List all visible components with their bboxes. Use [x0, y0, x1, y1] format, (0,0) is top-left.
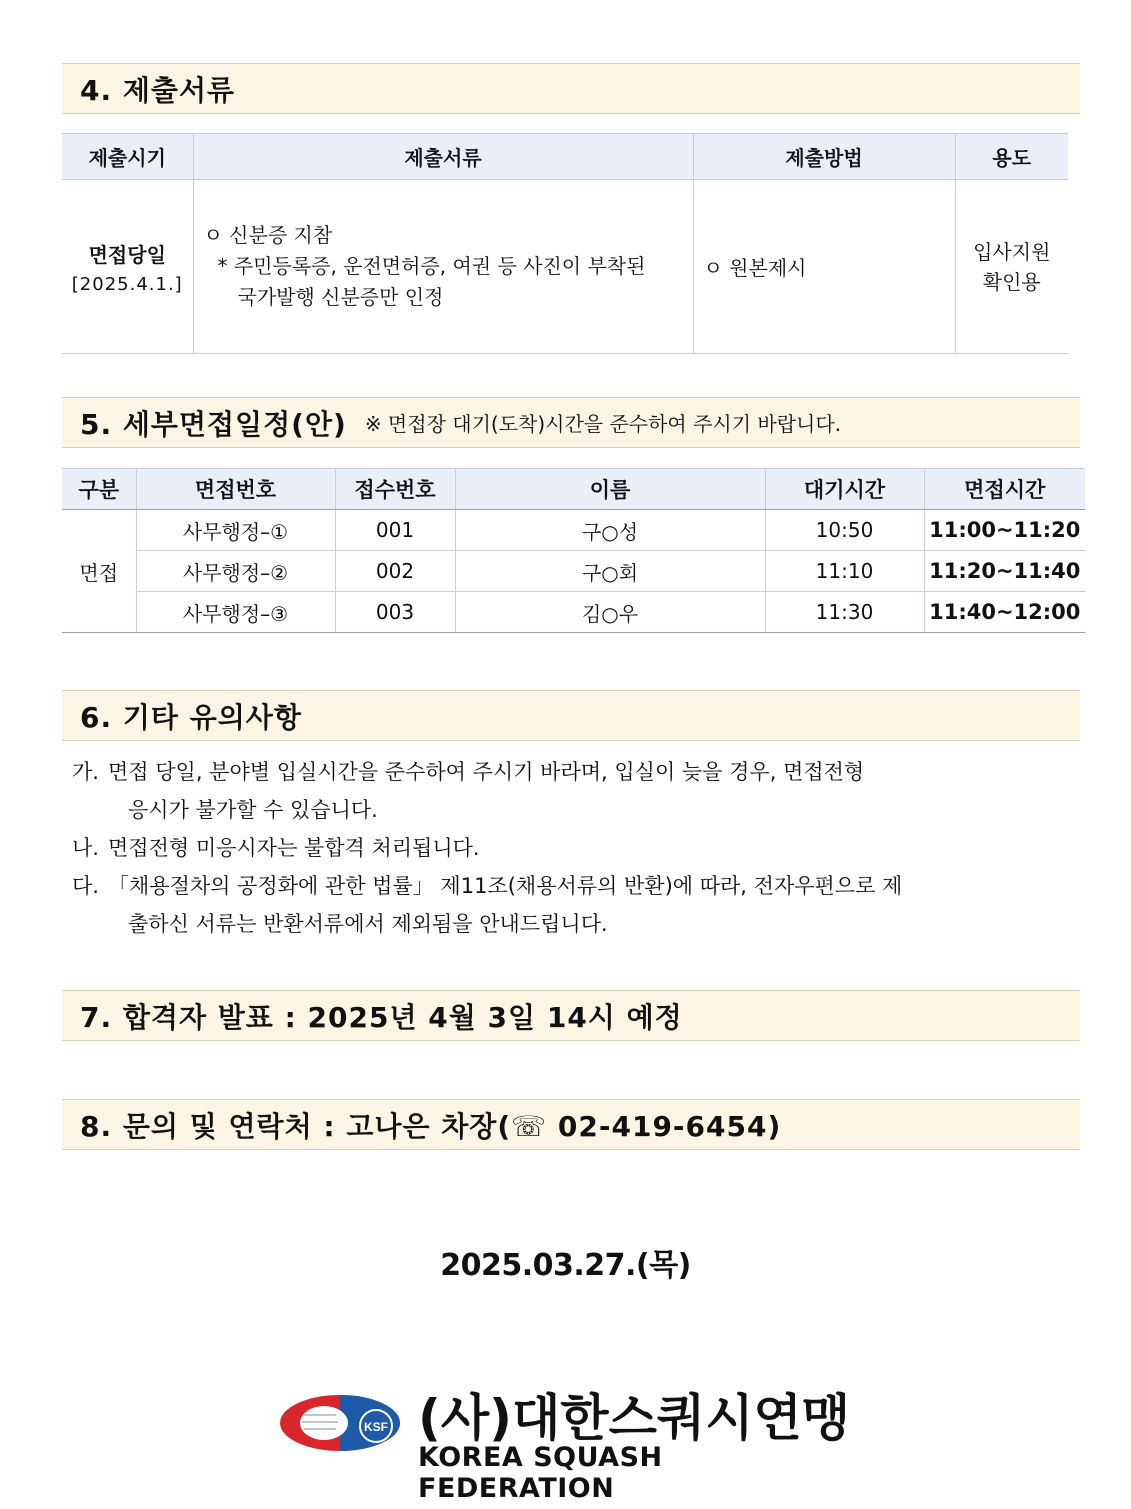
- cell-interview-time: 11:20~11:40: [924, 551, 1085, 592]
- note-mark: 나.: [72, 836, 99, 860]
- table-header-row: [62, 134, 1068, 180]
- cell-interview-number: 사무행정–①: [136, 510, 335, 551]
- header-method: 제출방법: [693, 134, 955, 180]
- use-line-2: 확인용: [982, 269, 1041, 294]
- section-8-title: 8. 문의 및 연락처 : 고나은 차장(☏ 02-419-6454): [80, 1109, 782, 1143]
- note-item: [72, 867, 1070, 943]
- document-date: 2025.03.27.(목): [440, 1248, 691, 1283]
- header-wait-time: 대기시간: [765, 469, 924, 510]
- section-4-title: 4. 제출서류: [80, 73, 236, 107]
- section-8-header: [62, 1099, 1080, 1150]
- header-use: 용도: [955, 134, 1068, 180]
- note-line-1: 면접 당일, 분야별 입실시간을 준수하여 주시기 바라며, 입실이 늦을 경우, 면접전형: [108, 760, 865, 784]
- cell-interview-number: 사무행정–②: [136, 551, 335, 592]
- section-6-header: [62, 690, 1080, 741]
- cell-interview-time: 11:00~11:20: [924, 510, 1085, 551]
- header-interview-number: 면접번호: [136, 469, 335, 510]
- when-label: 면접당일: [88, 242, 166, 267]
- table-row: [62, 180, 1068, 354]
- header-interview-time: 면접시간: [924, 469, 1085, 510]
- notes-list: [72, 753, 1070, 943]
- ksf-logo: [278, 1378, 868, 1504]
- cell-registration-number: 002: [335, 551, 455, 592]
- cell-interview-number: 사무행정–③: [136, 592, 335, 633]
- interview-schedule-table: [62, 468, 1085, 633]
- note-mark: 다.: [72, 874, 99, 898]
- when-date: [2025.4.1.]: [71, 273, 183, 295]
- section-5-header: [62, 397, 1080, 448]
- header-when: 제출시기: [62, 134, 193, 180]
- note-item: [72, 753, 1070, 829]
- cell-interview-time: 11:40~12:00: [924, 592, 1085, 633]
- note-line-1: 「채용절차의 공정화에 관한 법률」 제11조(채용서류의 반환)에 따라, 전자우편으로 제: [108, 874, 903, 898]
- doc-item-1: ㅇ 신분증 지참: [203, 223, 333, 247]
- note-line-1: 면접전형 미응시자는 불합격 처리됩니다.: [108, 836, 480, 860]
- doc-item-2: * 주민등록증, 운전면허증, 여권 등 사진이 부착된: [217, 254, 646, 278]
- note-mark: 가.: [72, 760, 99, 784]
- cell-method: ㅇ 원본제시: [693, 180, 955, 354]
- ksf-badge-text: KSF: [364, 1420, 388, 1434]
- ksf-emblem-icon: [278, 1378, 408, 1478]
- header-registration-number: 접수번호: [335, 469, 455, 510]
- note-line-2: 응시가 불가할 수 있습니다.: [128, 798, 378, 822]
- table-row: [62, 592, 1085, 633]
- cell-name: 구○회: [455, 551, 765, 592]
- note-line-2: 출하신 서류는 반환서류에서 제외됨을 안내드립니다.: [128, 912, 608, 936]
- use-line-1: 입사지원: [973, 239, 1051, 264]
- section-5-title: 5. 세부면접일정(안): [80, 407, 347, 441]
- doc-item-3: 국가발행 신분증만 인정: [237, 285, 444, 309]
- cell-when: [62, 180, 193, 354]
- section-5-note: ※ 면접장 대기(도착)시간을 준수하여 주시기 바랍니다.: [364, 412, 842, 436]
- cell-wait-time: 11:30: [765, 592, 924, 633]
- section-4-header: [62, 63, 1080, 114]
- cell-name: 김○우: [455, 592, 765, 633]
- header-docs: 제출서류: [193, 134, 693, 180]
- logo-name-korean: (사)대한스쿼시연맹: [418, 1389, 851, 1447]
- cell-group: 면접: [62, 510, 136, 633]
- table-header-row: [62, 469, 1085, 510]
- cell-use: [955, 180, 1068, 354]
- cell-name: 구○성: [455, 510, 765, 551]
- table-row: [62, 510, 1085, 551]
- submission-documents-table: [62, 133, 1068, 354]
- header-group: 구분: [62, 469, 136, 510]
- section-7-header: [62, 990, 1080, 1041]
- logo-name-english: KOREA SQUASH FEDERATION: [418, 1442, 663, 1504]
- cell-wait-time: 10:50: [765, 510, 924, 551]
- cell-wait-time: 11:10: [765, 551, 924, 592]
- cell-docs: [193, 180, 693, 354]
- table-row: [62, 551, 1085, 592]
- section-6-title: 6. 기타 유의사항: [80, 700, 302, 734]
- header-name: 이름: [455, 469, 765, 510]
- note-item: [72, 829, 1070, 867]
- cell-registration-number: 001: [335, 510, 455, 551]
- section-7-title: 7. 합격자 발표 : 2025년 4월 3일 14시 예정: [80, 1000, 683, 1034]
- cell-registration-number: 003: [335, 592, 455, 633]
